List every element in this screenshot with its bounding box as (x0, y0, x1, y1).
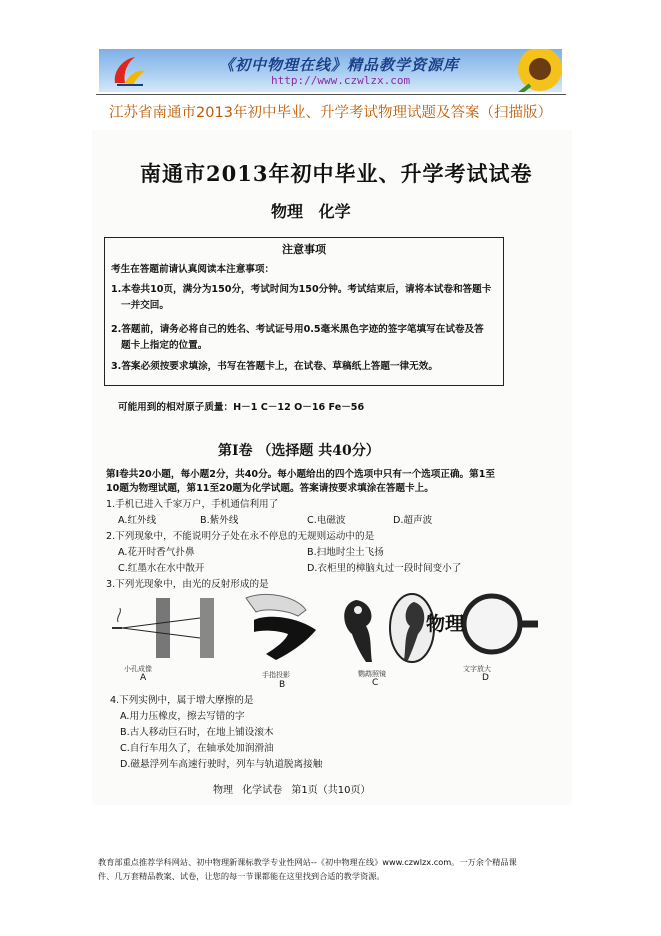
option-b: B.古人移动巨石时，在地上铺设滚木 (120, 727, 274, 738)
notice-title: 注意事项 (282, 243, 326, 256)
option-a: A.红外线 (118, 515, 157, 526)
figure-caption: 小孔成像 (124, 665, 152, 673)
figure-caption: 鹦鹉照镜 (358, 670, 386, 678)
banner-title: 《初中物理在线》精品教学资源库 (219, 56, 460, 74)
figure-letter: B (279, 680, 286, 690)
figure-letter: A (140, 673, 147, 683)
paper-page-footer: 物理 化学试卷 第1页（共10页） (213, 785, 371, 796)
notice-line: 2.答题前，请务必将自己的姓名、考试证号用0.5毫米黑色字迹的签字笔填写在试卷及答 (111, 324, 484, 335)
option-d: D.磁悬浮列车高速行驶时，列车与轨道脱离接触 (120, 759, 323, 770)
site-logo-icon (109, 53, 149, 89)
figure-hand-shadow (236, 590, 328, 668)
option-d: D.超声波 (393, 515, 433, 526)
option-a: A.花开时香气扑鼻 (118, 547, 195, 558)
option-c: C.红墨水在水中散开 (118, 563, 205, 574)
option-b: B.扫地时尘土飞扬 (307, 547, 384, 558)
notice-line: 1.本卷共10页，满分为150分，考试时间为150分钟。考试结束后，请将本试卷和答题卡 (111, 284, 492, 295)
question-stem: 4.下列实例中，属于增大摩擦的是 (110, 695, 254, 706)
footer-line: 教育部重点推荐学科网站、初中物理新课标教学专业性网站--《初中物理在线》www.czwlzx.com。一万余个精品课 (98, 857, 517, 867)
atomic-masses: 可能用到的相对原子质量：H－1 C－12 O－16 Fe－56 (118, 402, 365, 413)
option-c: C.电磁波 (307, 515, 346, 526)
banner-url[interactable]: http://www.czwlzx.com (271, 74, 411, 87)
footer-line: 件、几万套精品教案、试卷，让您的每一节课都能在这里找到合适的教学资源。 (98, 871, 385, 881)
question-stem: 1.手机已进入千家万户，手机通信利用了 (106, 499, 279, 510)
figure-caption: 手指投影 (262, 671, 290, 679)
paper-subtitle: 物理 化学 (271, 202, 351, 221)
document-heading: 江苏省南通市2013年初中毕业、升学考试物理试题及答案（扫描版） (109, 105, 552, 121)
figure-parrot-mirror (336, 590, 436, 668)
figure-caption: 文字放大 (463, 665, 491, 673)
section-intro: 第Ⅰ卷共20小题，每小题2分，共40分。每小题给出的四个选项中只有一个选项正确。第1至 (106, 469, 495, 480)
paper-title: 南通市2013年初中毕业、升学考试试卷 (140, 161, 533, 186)
figure-letter: D (482, 673, 489, 683)
option-c: C.自行车用久了，在轴承处加润滑油 (120, 743, 274, 754)
sunflower-icon (500, 49, 562, 92)
notice-line: 3.答案必须按要求填涂，书写在答题卡上，在试卷、草稿纸上答题一律无效。 (111, 361, 438, 372)
section-title: 第Ⅰ卷 （选择题 共40分） (218, 443, 380, 459)
section-intro: 10题为物理试题，第11至20题为化学试题。答案请按要求填涂在答题卡上。 (106, 483, 434, 494)
notice-line: 一并交回。 (121, 300, 169, 311)
option-a: A.用力压橡皮，擦去写错的字 (120, 711, 245, 722)
notice-line: 考生在答题前请认真阅读本注意事项： (111, 264, 275, 275)
header-rule (96, 94, 566, 95)
notice-line: 题卡上指定的位置。 (121, 340, 208, 351)
option-d: D.衣柜里的樟脑丸过一段时间变小了 (307, 563, 462, 574)
header-banner (99, 49, 562, 92)
figure-letter: C (372, 678, 379, 688)
question-stem: 3.下列光现象中，由光的反射形成的是 (106, 579, 269, 590)
notice-box (104, 237, 504, 386)
option-b: B.紫外线 (200, 515, 239, 526)
question-stem: 2.下列现象中，不能说明分子处在永不停息的无规则运动中的是 (106, 531, 375, 542)
figure-pinhole (108, 592, 228, 664)
magnified-text: 物理 (426, 613, 465, 635)
